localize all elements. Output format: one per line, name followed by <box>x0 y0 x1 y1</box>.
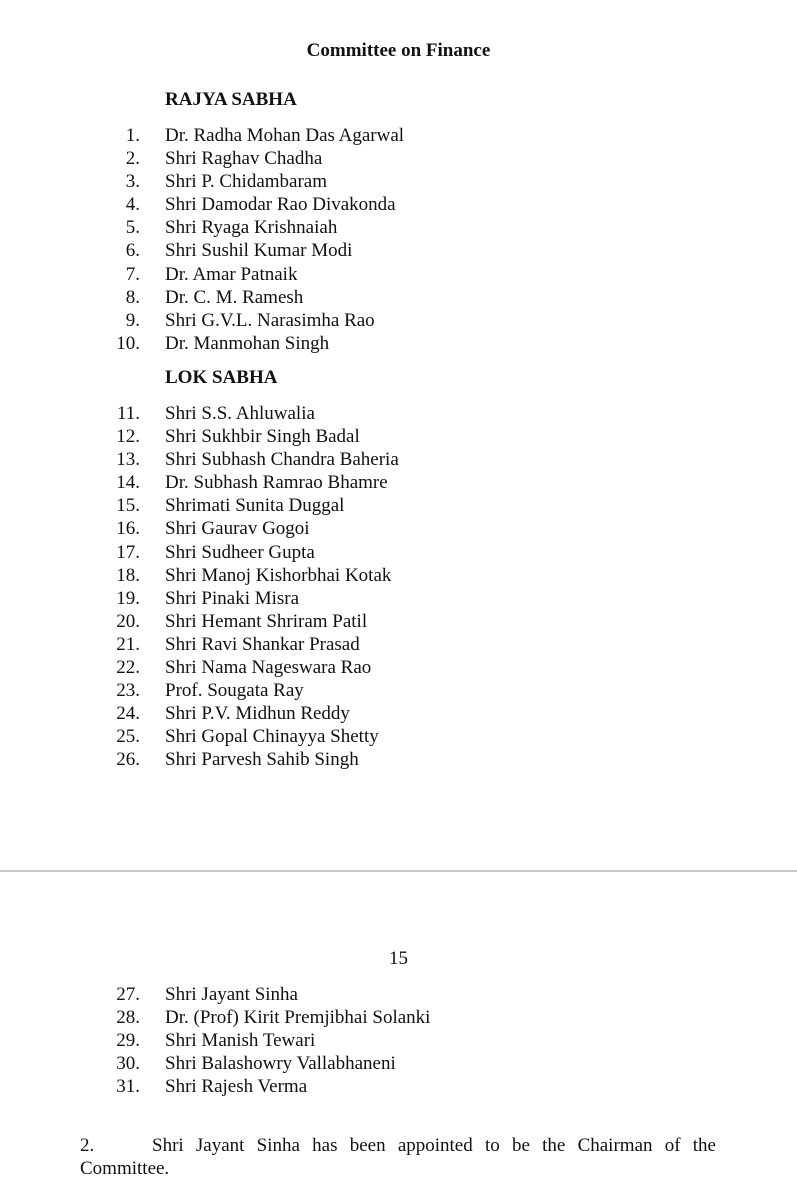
member-row-31 <box>0 1075 797 1098</box>
member-name: Shri P. Chidambaram <box>165 171 328 193</box>
page-title: Committee on Finance <box>306 40 491 61</box>
member-number: 4. <box>125 194 140 216</box>
member-row-17 <box>0 541 797 564</box>
member-name: Shri Sukhbir Singh Badal <box>165 426 360 448</box>
member-name: Shri Raghav Chadha <box>165 148 323 170</box>
chairman-paragraph <box>80 1134 716 1180</box>
member-row-3 <box>0 170 797 193</box>
member-name: Shri Ravi Shankar Prasad <box>165 633 360 655</box>
member-name: Dr. Amar Patnaik <box>165 263 298 285</box>
member-row-4 <box>0 193 797 216</box>
paragraph-text: Shri Jayant Sinha has been appointed to be the Chairman of the Committee. <box>80 1135 716 1179</box>
member-row-19 <box>0 587 797 610</box>
member-row-5 <box>0 216 797 239</box>
paragraph-number: 2. <box>80 1135 95 1156</box>
member-row-22 <box>0 656 797 679</box>
member-name: Dr. Manmohan Singh <box>165 332 330 354</box>
lok-sabha-member-list <box>0 402 797 772</box>
member-number: 26. <box>116 749 140 771</box>
member-row-6 <box>0 239 797 262</box>
member-row-21 <box>0 633 797 656</box>
member-row-30 <box>0 1052 797 1075</box>
member-row-24 <box>0 702 797 725</box>
member-number: 6. <box>125 240 140 262</box>
member-name: Prof. Sougata Ray <box>165 680 304 702</box>
member-number: 8. <box>125 286 140 308</box>
rajya-sabha-member-list <box>0 124 797 355</box>
member-number: 13. <box>116 449 140 471</box>
member-number: 9. <box>125 309 140 331</box>
member-row-27 <box>0 983 797 1006</box>
member-row-16 <box>0 517 797 540</box>
member-name: Shri Parvesh Sahib Singh <box>165 749 359 771</box>
member-number: 1. <box>125 125 140 146</box>
member-name: Dr. Radha Mohan Das Agarwal <box>165 125 405 146</box>
member-number: 23. <box>116 680 140 702</box>
member-name: Shri P.V. Midhun Reddy <box>165 703 350 725</box>
member-row-20 <box>0 610 797 633</box>
member-row-9 <box>0 309 797 332</box>
member-name: Shri Gaurav Gogoi <box>165 518 310 540</box>
member-number: 16. <box>116 518 140 540</box>
member-name: Shri Jayant Sinha <box>165 984 298 1005</box>
member-name: Shri Nama Nageswara Rao <box>165 657 372 679</box>
member-name: Shri G.V.L. Narasimha Rao <box>165 309 375 331</box>
member-name: Shri Balashowry Vallabhaneni <box>165 1053 396 1075</box>
continued-member-list <box>0 983 797 1098</box>
member-number: 27. <box>116 984 140 1005</box>
member-row-25 <box>0 725 797 748</box>
member-row-11 <box>0 402 797 425</box>
member-row-7 <box>0 263 797 286</box>
member-name: Dr. Subhash Ramrao Bhamre <box>165 472 388 494</box>
member-row-13 <box>0 448 797 471</box>
member-name: Shrimati Sunita Duggal <box>165 495 345 517</box>
lok-sabha-heading: LOK SABHA <box>165 367 278 388</box>
member-name: Shri Manish Tewari <box>165 1030 316 1052</box>
member-row-1 <box>0 124 797 147</box>
member-number: 22. <box>116 657 140 679</box>
member-number: 28. <box>116 1007 140 1029</box>
member-number: 19. <box>116 587 140 609</box>
member-row-28 <box>0 1006 797 1029</box>
member-name: Shri S.S. Ahluwalia <box>165 403 315 424</box>
member-number: 29. <box>116 1030 140 1052</box>
member-row-29 <box>0 1029 797 1052</box>
member-number: 24. <box>116 703 140 725</box>
member-number: 2. <box>125 148 140 170</box>
member-number: 10. <box>116 332 140 354</box>
member-name: Shri Hemant Shriram Patil <box>165 610 368 632</box>
member-row-26 <box>0 748 797 771</box>
member-name: Shri Gopal Chinayya Shetty <box>165 726 379 748</box>
member-name: Shri Pinaki Misra <box>165 587 300 609</box>
member-row-10 <box>0 332 797 355</box>
member-name: Dr. C. M. Ramesh <box>165 286 304 308</box>
member-row-2 <box>0 147 797 170</box>
member-name: Shri Sushil Kumar Modi <box>165 240 353 262</box>
member-name: Shri Manoj Kishorbhai Kotak <box>165 564 392 586</box>
page-break-divider <box>0 870 797 872</box>
member-name: Shri Rajesh Verma <box>165 1076 308 1098</box>
rajya-sabha-heading: RAJYA SABHA <box>165 89 297 110</box>
member-number: 31. <box>116 1076 140 1098</box>
member-name: Shri Damodar Rao Divakonda <box>165 194 396 216</box>
member-number: 21. <box>116 633 140 655</box>
member-number: 25. <box>116 726 140 748</box>
member-number: 3. <box>125 171 140 193</box>
member-number: 15. <box>116 495 140 517</box>
member-number: 7. <box>125 263 140 285</box>
member-number: 30. <box>116 1053 140 1075</box>
member-row-12 <box>0 425 797 448</box>
member-row-8 <box>0 286 797 309</box>
member-name: Shri Sudheer Gupta <box>165 541 315 563</box>
member-number: 20. <box>116 610 140 632</box>
member-name: Shri Ryaga Krishnaiah <box>165 217 338 239</box>
member-number: 17. <box>116 541 140 563</box>
page-number: 15 <box>389 948 408 969</box>
member-row-15 <box>0 494 797 517</box>
member-number: 18. <box>116 564 140 586</box>
member-number: 11. <box>116 403 140 424</box>
member-number: 12. <box>116 426 140 448</box>
member-row-18 <box>0 564 797 587</box>
member-row-14 <box>0 471 797 494</box>
member-number: 5. <box>125 217 140 239</box>
member-name: Dr. (Prof) Kirit Premjibhai Solanki <box>165 1007 431 1029</box>
member-name: Shri Subhash Chandra Baheria <box>165 449 399 471</box>
member-number: 14. <box>116 472 140 494</box>
member-row-23 <box>0 679 797 702</box>
